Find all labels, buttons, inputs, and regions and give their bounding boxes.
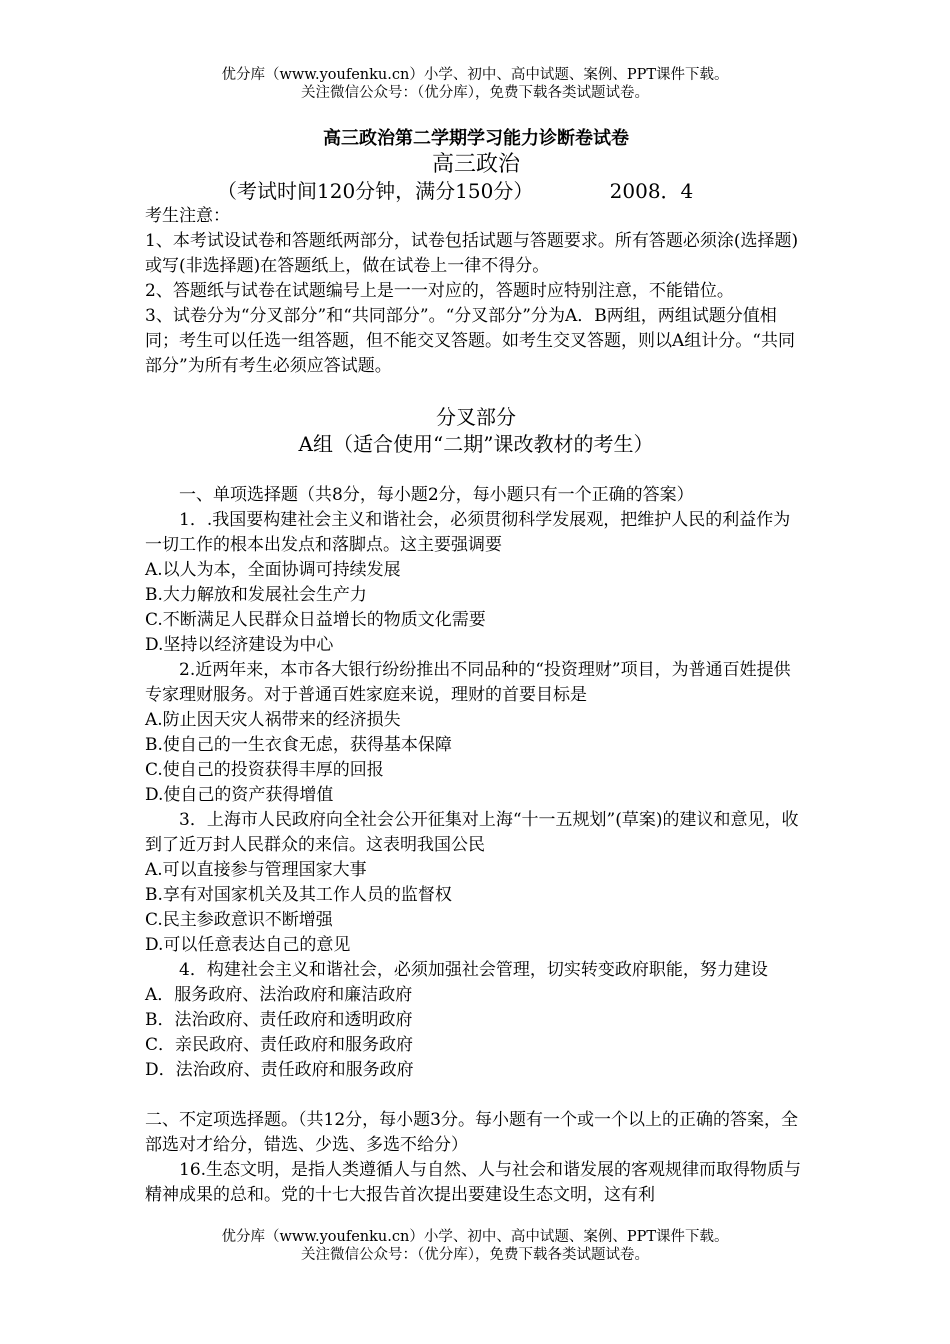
question-3	[145, 808, 807, 958]
page-header	[0, 66, 950, 102]
exam-info-line	[145, 178, 807, 204]
option-d: D.坚持以经济建设为中心	[145, 635, 334, 655]
option-c: C．亲民政府、责任政府和服务政府	[145, 1035, 414, 1055]
document-body	[145, 126, 807, 1208]
question-1	[145, 508, 807, 658]
notice-1: 1、本考试设试卷和答题纸两部分，试卷包括试题与答题要求。所有答题必须涂(选择题)或写(非选择题)在答题纸上，做在试卷上一律不得分。	[145, 231, 799, 276]
option-b: B.享有对国家机关及其工作人员的监督权	[145, 885, 452, 905]
page-footer	[0, 1228, 950, 1264]
option-a: A.防止因天灾人祸带来的经济损失	[145, 710, 401, 730]
option-c: C.民主参政意识不断增强	[145, 910, 333, 930]
notice-title: 考生注意：	[145, 206, 230, 226]
option-a: A.以人为本，全面协调可持续发展	[145, 560, 401, 580]
question-stem: 2.近两年来，本市各大银行纷纷推出不同品种的“投资理财”项目，为普通百姓提供专家理财服务。对于普通百姓家庭来说，理财的首要目标是	[145, 660, 791, 705]
doc-title: 高三政治第二学期学习能力诊断卷试卷	[323, 128, 629, 149]
footer-line-1: 优分库（www.youfenku.cn）小学、初中、高中试题、案例、PPT课件下载。	[221, 1229, 729, 1245]
header-line-2: 关注微信公众号：（优分库），免费下载各类试题试卷。	[301, 85, 649, 101]
section-title: 分叉部分	[436, 405, 516, 429]
option-c: C.不断满足人民群众日益增长的物质文化需要	[145, 610, 486, 630]
part1-heading: 一、单项选择题（共8分，每小题2分，每小题只有一个正确的答案）	[179, 485, 694, 505]
exam-info: （考试时间120分钟，满分150分）	[217, 179, 534, 203]
option-d: D．法治政府、责任政府和服务政府	[145, 1060, 414, 1080]
option-d: D.使自己的资产获得增值	[145, 785, 334, 805]
spacer	[145, 458, 807, 483]
section-subtitle: A组（适合使用“二期”课改教材的考生）	[298, 432, 654, 456]
option-b: B.大力解放和发展社会生产力	[145, 585, 367, 605]
notice-3: 3、试卷分为“分叉部分”和“共同部分”。“分叉部分”分为A．B两组，两组试题分值相同；考生可以任选一组答题，但不能交叉答题。如考生交叉答题，则以A组计分。“共同部分”为所有考生必须应答试题。	[145, 306, 795, 376]
question-4	[145, 958, 807, 1083]
option-c: C.使自己的投资获得丰厚的回报	[145, 760, 384, 780]
footer-line-2: 关注微信公众号：（优分库），免费下载各类试题试卷。	[301, 1247, 649, 1263]
option-a: A.可以直接参与管理国家大事	[145, 860, 367, 880]
option-d: D.可以任意表达自己的意见	[145, 935, 351, 955]
question-2	[145, 658, 807, 808]
part2-heading: 二、不定项选择题。（共12分，每小题3分。每小题有一个或一个以上的正确的答案，全部选对才给分，错选、少选、多选不给分）	[145, 1110, 798, 1155]
question-stem: 1．.我国要构建社会主义和谐社会，必须贯彻科学发展观，把维护人民的利益作为一切工作的根本出发点和落脚点。这主要强调要	[145, 510, 791, 555]
question-16-stem: 16.生态文明，是指人类遵循人与自然、人与社会和谐发展的客观规律而取得物质与精神成果的总和。党的十七大报告首次提出要建设生态文明，这有利	[145, 1160, 802, 1205]
option-a: A．服务政府、法治政府和廉洁政府	[145, 985, 413, 1005]
spacer	[145, 1083, 807, 1108]
option-b: B．法治政府、责任政府和透明政府	[145, 1010, 413, 1030]
spacer	[145, 379, 807, 404]
question-stem: 4．构建社会主义和谐社会，必须加强社会管理，切实转变政府职能，努力建设	[179, 960, 768, 980]
option-b: B.使自己的一生衣食无虑，获得基本保障	[145, 735, 452, 755]
exam-date: 2008．4	[609, 179, 694, 203]
notice-2: 2、答题纸与试卷在试题编号上是一一对应的，答题时应特别注意，不能错位。	[145, 281, 734, 301]
header-line-1: 优分库（www.youfenku.cn）小学、初中、高中试题、案例、PPT课件下载。	[221, 67, 729, 83]
doc-subtitle: 高三政治	[431, 152, 520, 177]
question-stem: 3．上海市人民政府向全社会公开征集对上海“十一五规划”(草案)的建议和意见，收到了近万封人民群众的来信。这表明我国公民	[145, 810, 799, 855]
